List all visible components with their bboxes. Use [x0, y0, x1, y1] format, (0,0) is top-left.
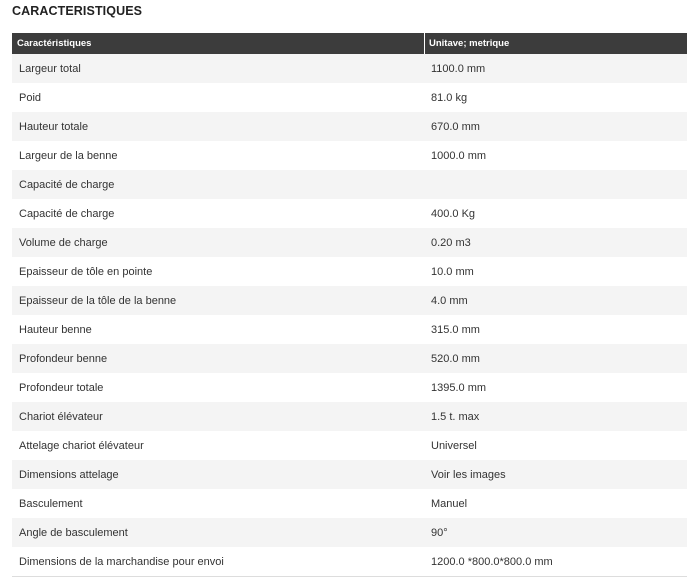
table-row [12, 402, 687, 431]
row-label: Poid [19, 91, 42, 104]
row-label: Largeur de la benne [19, 149, 118, 162]
row-label: Capacité de charge [19, 207, 115, 220]
row-value: 4.0 mm [431, 294, 468, 307]
row-label: Profondeur totale [19, 381, 104, 394]
row-value: 1395.0 mm [431, 381, 487, 394]
table-row [12, 460, 687, 489]
table-row [12, 141, 687, 170]
row-value: 1200.0 *800.0*800.0 mm [431, 555, 553, 568]
table-row [12, 228, 687, 257]
row-value: 315.0 mm [431, 323, 480, 336]
table-row [12, 431, 687, 460]
row-label: Attelage chariot élévateur [19, 439, 144, 452]
row-label: Volume de charge [19, 236, 108, 249]
table-row [12, 257, 687, 286]
row-label: Dimensions attelage [19, 468, 119, 481]
table-row [12, 286, 687, 315]
header-unit: Unitave; metrique [429, 38, 510, 49]
table-row [12, 518, 687, 547]
row-value: 10.0 mm [431, 265, 474, 278]
table-row [12, 315, 687, 344]
row-value: Manuel [431, 497, 468, 510]
table-row [12, 373, 687, 402]
row-label: Dimensions de la marchandise pour envoi [19, 555, 224, 568]
row-value: 81.0 kg [431, 91, 468, 104]
table-row [12, 83, 687, 112]
table-row [12, 344, 687, 373]
table-bottom-border [12, 576, 687, 577]
row-label: Hauteur totale [19, 120, 89, 133]
table-row [12, 199, 687, 228]
row-value: 1000.0 mm [431, 149, 487, 162]
row-label: Hauteur benne [19, 323, 92, 336]
table-row [12, 170, 687, 199]
header-characteristics: Caractéristiques [12, 33, 425, 54]
section-title: CARACTERISTIQUES [12, 4, 143, 18]
row-value: Universel [431, 439, 477, 452]
row-label: Basculement [19, 497, 83, 510]
row-label: Chariot élévateur [19, 410, 103, 423]
row-value: 0.20 m3 [431, 236, 471, 249]
row-value: Voir les images [431, 468, 506, 481]
row-label: Epaisseur de la tôle de la benne [19, 294, 177, 307]
row-value: 400.0 Kg [431, 207, 476, 220]
row-value: 90° [431, 526, 448, 539]
table-header [12, 33, 687, 54]
table-row [12, 547, 687, 576]
row-label: Epaisseur de tôle en pointe [19, 265, 153, 278]
row-value: 520.0 mm [431, 352, 480, 365]
row-label: Profondeur benne [19, 352, 108, 365]
row-value: 1100.0 mm [431, 62, 486, 75]
spec-table [12, 33, 687, 577]
table-row [12, 54, 687, 83]
row-label: Capacité de charge [19, 178, 115, 191]
table-row [12, 489, 687, 518]
row-label: Angle de basculement [19, 526, 128, 539]
row-label: Largeur total [19, 62, 81, 75]
row-value: 670.0 mm [431, 120, 480, 133]
table-body [12, 54, 687, 576]
table-row [12, 112, 687, 141]
row-value: 1.5 t. max [431, 410, 480, 423]
